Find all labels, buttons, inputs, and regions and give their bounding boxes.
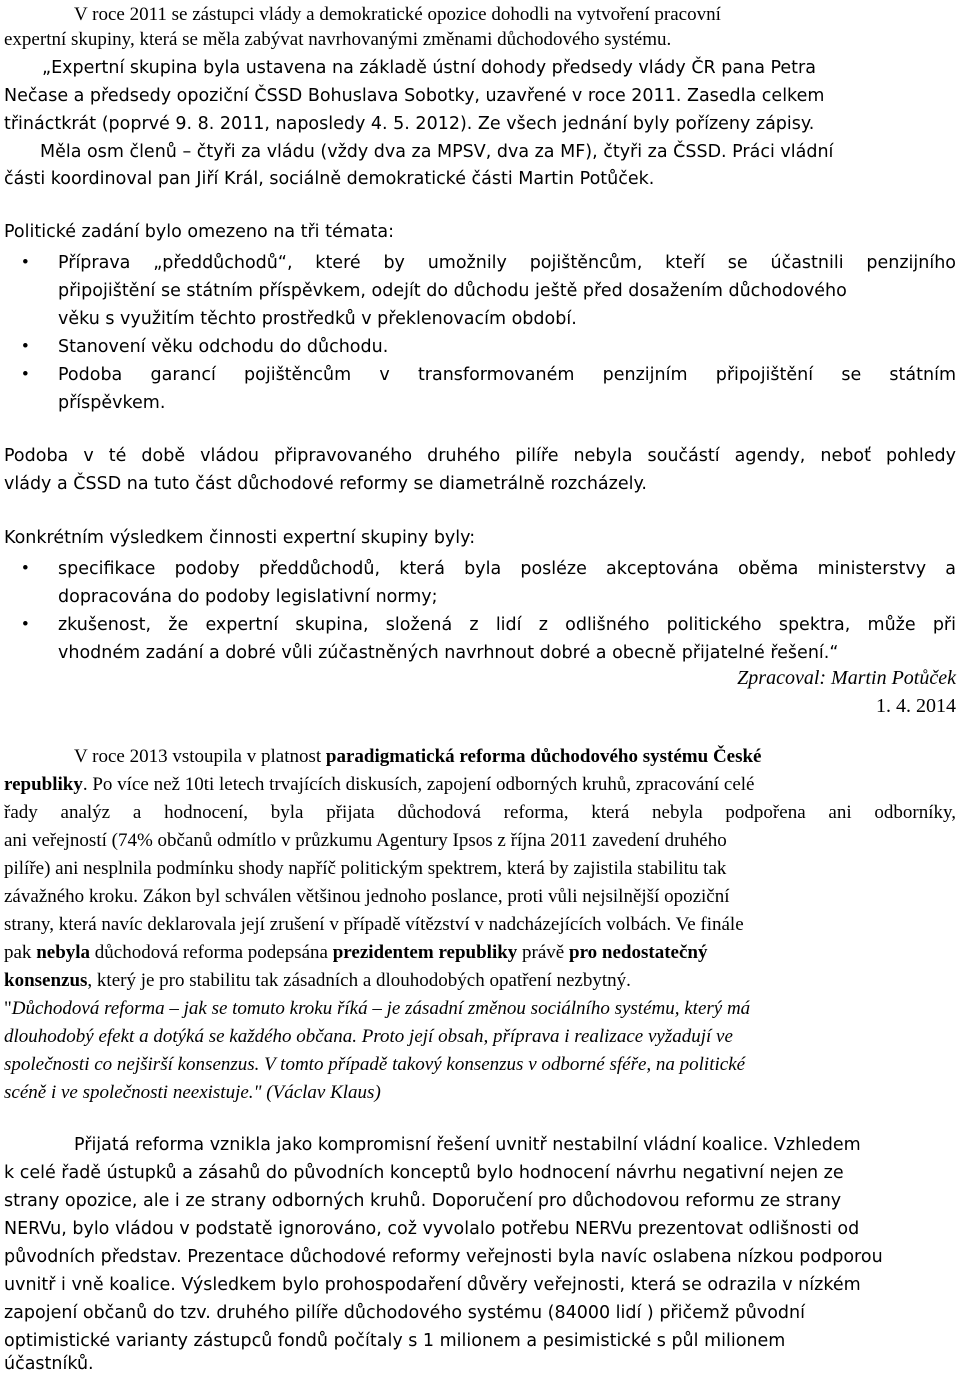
p1-line-4: Nečase a předsedy opoziční ČSSD Bohuslava Sobotky, uzavřené v roce 2011. Zasedla celkem [4,86,825,106]
p6-line-9: účastníků. [4,1354,94,1374]
b2-item2-line2: vhodném zadání a dobré vůli zúčastněných navrhnout dobré a obecně přijatelné řešení.“ [58,643,839,663]
p5-line-6: závažného kroku. Zákon byl schválen většinou jednoho poslance, proti vůli nejsilnější opoziční [4,886,730,907]
p3-line-1: Podoba v té době vládou připravovaného druhého pilíře nebyla součástí agendy, neboť pohledy [4,446,956,466]
b2-item1-line2: dopracována do podoby legislativní normy; [58,587,438,607]
signature-date: 1. 4. 2014 [876,695,956,717]
p1-line-2: expertní skupiny, která se měla zabývat navrhovanými změnami důchodového systému. [4,29,672,50]
p1-line-7: části koordinoval pan Jiří Král, sociálně demokratické části Martin Potůček. [4,169,655,189]
p6-line-3: strany opozice, ale i ze strany odborných kruhů. Doporučení pro důchodovou reformu ze strany [4,1191,842,1211]
p3-line-2: vlády a ČSSD na tuto část důchodové reformy se diametrálně rozcházely. [4,474,647,494]
b1-item1-line2: připojištění se státním příspěvkem, odejít do důchodu ještě před dosažením důchodového [58,281,847,301]
p5-line-8: pak nebyla důchodová reforma podepsána prezidentem republiky právě pro nedostatečný [4,942,708,963]
b2-item1-line1: specifikace podoby předdůchodů, která byla posléze akceptována oběma ministerstvy a [58,559,956,579]
b1-item1-line3: věku s využitím těchto prostředků v překlenovacím období. [58,309,577,329]
p1-line-3: „Expertní skupina byla ustavena na základě ústní dohody předsedy vlády ČR pana Petra [42,58,816,78]
signature: Zpracoval: Martin Potůček [737,667,956,689]
p6-line-7: zapojení občanů do tzv. druhého pilíře důchodového systému (84000 lidí ) přičemž původní [4,1303,805,1323]
b2-item2-line1: zkušenost, že expertní skupina, složená z lidí z odlišného politického spektra, může při [58,615,956,635]
quote-line-2: dlouhodobý efekt a dotýká se každého občana. Proto její obsah, příprava i realizace vyžadují ve [4,1026,733,1047]
p5-line-4: ani veřejností (74% občanů odmítlo v průzkumu Agentury Ipsos z října 2011 zavedení druhého [4,830,727,851]
p1-line-1: V roce 2011 se zástupci vlády a demokratické opozice dohodli na vytvoření pracovní [74,4,721,25]
p6-line-8: optimistické varianty zástupců fondů počítaly s 1 milionem a pesimistické s půl milionem [4,1331,786,1351]
bullet-icon: • [22,558,29,579]
bullet-icon: • [22,336,29,357]
p6-line-2: k celé řadě ústupků a zásahů do původních konceptů bylo hodnocení návrhu negativní nejen ze [4,1163,844,1183]
p5-line-7: strany, která navíc deklarovala její zrušení v případě vítězství v nadcházejících volbách. Ve finále [4,914,744,935]
p1-line-5: třináctkrát (poprvé 9. 8. 2011, naposledy 4. 5. 2012). Ze všech jednání byly pořízeny zápisy. [4,114,815,134]
p6-line-1: Přijatá reforma vznikla jako kompromisní řešení uvnitř nestabilní vládní koalice. Vzhledem [74,1135,861,1155]
bullet-icon: • [22,614,29,635]
b1-item3-line1: Podoba garancí pojištěncům v transformovaném penzijním připojištění se státním [58,365,956,385]
p6-line-6: uvnitř i vně koalice. Výsledkem bylo prohospodaření důvěry veřejnosti, která se odrazila v nízkém [4,1275,861,1295]
bullet-icon: • [22,364,29,385]
p1-line-6: Měla osm členů – čtyři za vládu (vždy dva za MPSV, dva za MF), čtyři za ČSSD. Práci vládní [40,142,834,162]
quote-line-1: "Důchodová reforma – jak se tomuto kroku říká – je zásadní změnou sociálního systému, který má [4,998,751,1019]
b1-item2-line1: Stanovení věku odchodu do důchodu. [58,337,389,357]
p5-line-1: V roce 2013 vstoupila v platnost paradigmatická reforma důchodového systému České [74,746,762,767]
p2-intro: Politické zadání bylo omezeno na tři témata: [4,222,394,242]
quote-line-4: scéně i ve společnosti neexistuje." (Václav Klaus) [4,1082,381,1103]
b1-item1-line1: Příprava „předdůchodů“, které by umožnily pojištěncům, kteří se účastnili penzijního [58,253,956,273]
p6-line-4: NERVu, bylo vládou v podstatě ignorováno, což vyvolalo potřebu NERVu prezentovat odlišnosti od [4,1219,860,1239]
p5-line-2: republiky. Po více než 10ti letech trvajících diskusích, zapojení odborných kruhů, zpracování celé [4,774,755,795]
quote-line-3: společnosti co nejširší konsenzus. V tomto případě takový konsenzus v odborné sféře, na politické [4,1054,746,1075]
p5-line-5: pilíře) ani nesplnila podmínku shody napříč politickým spektrem, která by zajistila stabilitu tak [4,858,727,879]
p4-intro: Konkrétním výsledkem činnosti expertní skupiny byly: [4,528,476,548]
p5-line-3: řady analýz a hodnocení, byla přijata důchodová reforma, která nebyla podpořena ani odborníky, [4,802,956,823]
b1-item3-line2: příspěvkem. [58,393,166,413]
p6-line-5: původních představ. Prezentace důchodové reformy veřejnosti byla navíc oslabena nízkou podporou [4,1247,883,1267]
p5-line-9: konsenzus, který je pro stabilitu tak zásadních a dlouhodobých opatření nezbytný. [4,970,631,991]
bullet-icon: • [22,252,29,273]
